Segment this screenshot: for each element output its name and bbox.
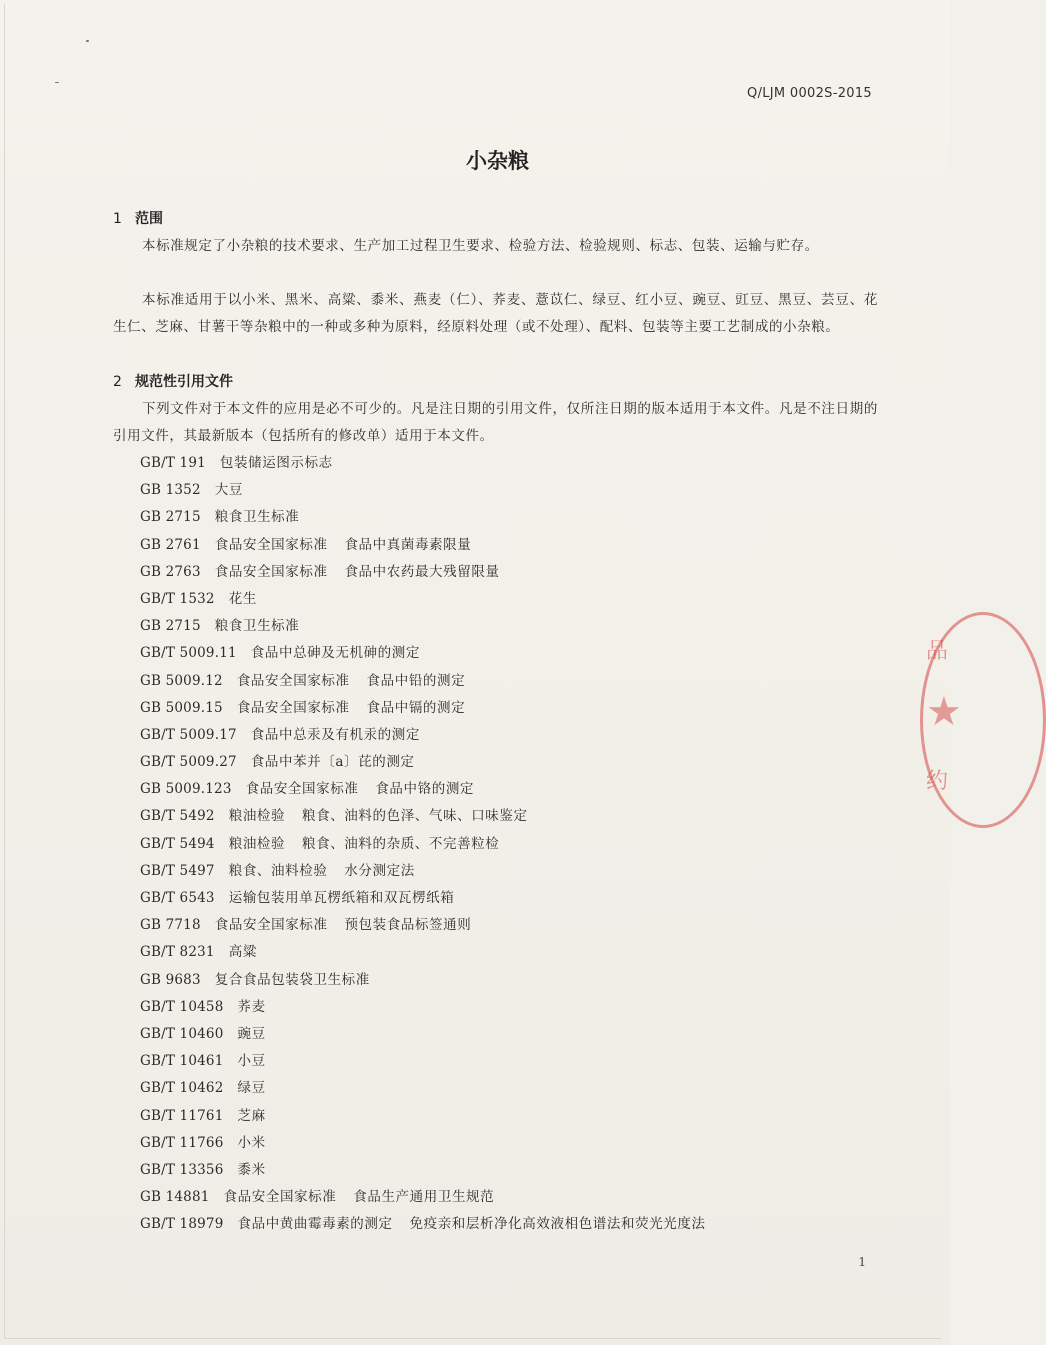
document-title: 小杂粮	[466, 149, 529, 173]
reference-code: GB/T 5009.27	[140, 754, 237, 771]
reference-title: 小豆	[237, 1053, 266, 1070]
reference-code: GB/T 5494	[140, 835, 215, 852]
reference-title: 粮油检验 粮食、油料的色泽、气味、口味鉴定	[228, 808, 528, 825]
reference-code: GB 5009.15	[140, 699, 223, 716]
reference-item	[140, 1021, 706, 1048]
reference-title: 食品安全国家标准 食品生产通用卫生规范	[223, 1189, 495, 1206]
reference-code: GB/T 10462	[140, 1080, 224, 1097]
reference-code: GB/T 13356	[140, 1161, 224, 1178]
reference-title: 绿豆	[237, 1080, 266, 1097]
reference-code: GB 14881	[140, 1189, 210, 1206]
reference-item	[140, 1211, 706, 1238]
reference-code: GB/T 6543	[140, 890, 215, 906]
reference-title: 复合食品包装袋卫生标准	[214, 971, 370, 988]
reference-title: 食品安全国家标准 食品中农药最大残留限量	[214, 563, 500, 580]
reference-title: 包装储运图示标志	[219, 455, 333, 471]
reference-item	[140, 776, 706, 803]
reference-title: 豌豆	[237, 1025, 266, 1042]
reference-title: 食品安全国家标准 食品中铅的测定	[236, 672, 466, 689]
reference-code: GB/T 5497	[140, 862, 215, 879]
reference-item	[140, 532, 706, 559]
reference-item	[140, 695, 706, 722]
reference-title: 黍米	[237, 1161, 266, 1178]
reference-item	[140, 586, 706, 613]
reference-title: 食品安全国家标准 食品中真菌毒素限量	[214, 536, 472, 553]
reference-code: GB 2715	[140, 618, 201, 635]
scope-paragraph-1: 本标准规定了小杂粮的技术要求、生产加工过程卫生要求、检验方法、检验规则、标志、包装、运输与贮存。	[142, 238, 819, 254]
reference-item	[140, 668, 706, 695]
reference-title: 花生	[228, 590, 257, 607]
reference-title: 运输包装用单瓦楞纸箱和双瓦楞纸箱	[228, 890, 455, 906]
seal-character: 品	[926, 639, 949, 664]
official-seal-stamp	[920, 612, 962, 822]
reference-item	[140, 912, 706, 939]
reference-code: GB/T 18979	[140, 1216, 224, 1233]
reference-item	[140, 477, 706, 504]
reference-title: 食品中黄曲霉毒素的测定 免疫亲和层析净化高效液相色谱法和荧光光度法	[237, 1216, 706, 1233]
scope-paragraph-2: 本标准适用于以小米、黑米、高粱、黍米、燕麦（仁）、荞麦、薏苡仁、绿豆、红小豆、豌豆、豇豆、黑豆、芸豆、花生仁、芝麻、甘薯干等杂粮中的一种或多种为原料，经原料处理（或不处理）、配料、包装等主要工艺制成的小杂粮。	[113, 292, 878, 335]
reference-title: 芝麻	[237, 1107, 266, 1124]
reference-item	[140, 885, 706, 912]
reference-code: GB/T 191	[140, 455, 206, 471]
reference-code: GB/T 10458	[140, 998, 224, 1015]
reference-item	[140, 450, 706, 477]
scan-speck	[86, 40, 89, 42]
reference-code: GB/T 5009.11	[140, 645, 237, 662]
reference-title: 大豆	[214, 482, 243, 499]
reference-title: 荞麦	[237, 998, 266, 1015]
reference-code: GB 5009.12	[140, 672, 223, 689]
reference-title: 粮食、油料检验 水分测定法	[228, 862, 415, 879]
reference-code: GB/T 5492	[140, 808, 215, 825]
reference-item	[140, 967, 706, 994]
reference-title: 食品中总砷及无机砷的测定	[250, 645, 420, 662]
seal-character: 约	[926, 769, 949, 794]
reference-code: GB/T 11761	[140, 1107, 224, 1124]
reference-code: GB/T 10460	[140, 1025, 224, 1042]
reference-title: 高粱	[228, 944, 257, 961]
reference-item	[140, 831, 706, 858]
section-title: 规范性引用文件	[135, 374, 233, 390]
page-number: 1	[858, 1255, 866, 1269]
reference-item	[140, 1184, 706, 1211]
seal-star-icon: ★	[926, 689, 962, 735]
reference-code: GB/T 11766	[140, 1134, 224, 1151]
reference-item	[140, 504, 706, 531]
reference-item	[140, 994, 706, 1021]
scan-speck	[55, 82, 59, 83]
document-code: Q/LJM 0002S-2015	[747, 86, 872, 101]
reference-title: 粮油检验 粮食、油料的杂质、不完善粒检	[228, 835, 500, 852]
reference-code: GB/T 1532	[140, 590, 215, 607]
reference-title: 食品中总汞及有机汞的测定	[250, 726, 420, 743]
reference-code: GB 2715	[140, 509, 201, 526]
reference-code: GB 1352	[140, 482, 201, 499]
reference-code: GB 2761	[140, 536, 201, 553]
reference-title: 食品中苯并〔a〕芘的测定	[250, 754, 415, 771]
reference-item	[140, 1103, 706, 1130]
reference-code: GB/T 10461	[140, 1053, 224, 1070]
reference-code: GB 7718	[140, 917, 201, 934]
reference-item	[140, 749, 706, 776]
reference-list	[140, 450, 706, 1238]
reference-code: GB 9683	[140, 971, 201, 988]
reference-title: 食品安全国家标准 食品中镉的测定	[236, 699, 466, 716]
reference-item	[140, 1157, 706, 1184]
section-heading-normative-references	[113, 371, 233, 391]
section-number: 2	[113, 374, 122, 390]
reference-item	[140, 858, 706, 885]
reference-item	[140, 613, 706, 640]
reference-title: 食品安全国家标准 预包装食品标签通则	[214, 917, 472, 934]
reference-title: 粮食卫生标准	[214, 618, 300, 635]
reference-title: 粮食卫生标准	[214, 509, 300, 526]
section-number: 1	[113, 211, 122, 227]
reference-item	[140, 939, 706, 966]
reference-code: GB/T 5009.17	[140, 726, 237, 743]
reference-item	[140, 640, 706, 667]
reference-item	[140, 559, 706, 586]
reference-code: GB 2763	[140, 563, 201, 580]
reference-item	[140, 1048, 706, 1075]
reference-title: 食品安全国家标准 食品中铬的测定	[245, 781, 475, 798]
references-intro-paragraph: 下列文件对于本文件的应用是必不可少的。凡是注日期的引用文件，仅所注日期的版本适用于本文件。凡是不注日期的引用文件，其最新版本（包括所有的修改单）适用于本文件。	[113, 401, 878, 444]
section-title: 范围	[135, 211, 163, 227]
reference-item	[140, 722, 706, 749]
reference-item	[140, 1075, 706, 1102]
reference-item	[140, 1130, 706, 1157]
reference-code: GB 5009.123	[140, 781, 232, 798]
reference-item	[140, 803, 706, 830]
reference-title: 小米	[237, 1134, 266, 1151]
section-heading-scope	[113, 208, 163, 228]
reference-code: GB/T 8231	[140, 944, 215, 961]
